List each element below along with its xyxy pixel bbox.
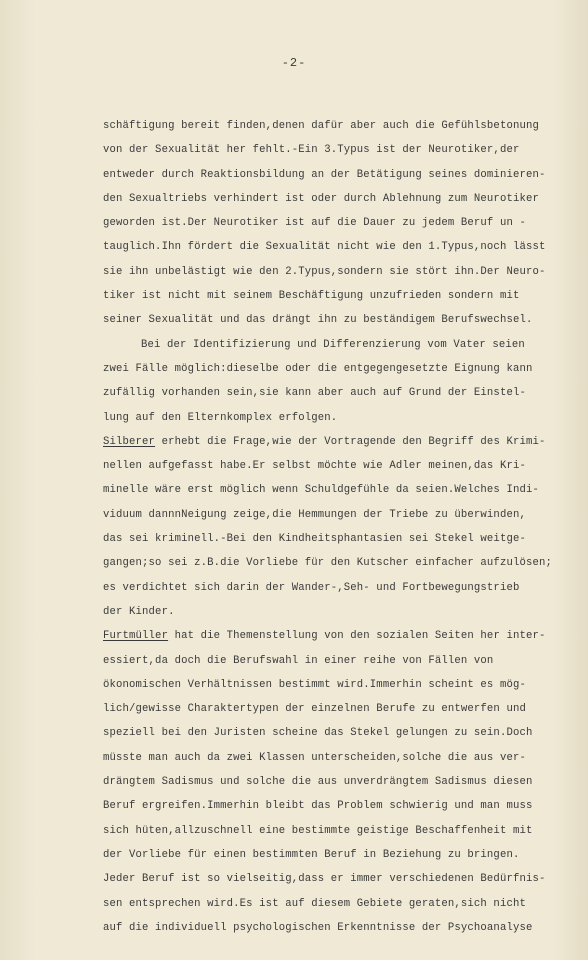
text-line xyxy=(103,721,584,745)
text-line xyxy=(103,430,584,454)
line-text: geworden ist.Der Neurotiker ist auf die Dauer zu jedem Beruf un - xyxy=(103,217,526,230)
line-text: auf die individuell psychologischen Erkenntnisse der Psychoanalyse xyxy=(103,921,533,934)
line-text: sen entsprechen wird.Es ist auf diesem Gebiete geraten,sich nicht xyxy=(103,897,526,910)
line-text: das sei kriminell.-Bei den Kindheitsphantasien sei Stekel weitge- xyxy=(103,533,526,546)
text-line xyxy=(103,138,584,162)
text-line xyxy=(103,211,584,235)
line-text: viduum dannnNeigung zeige,die Hemmungen der Triebe zu überwinden, xyxy=(103,508,526,521)
line-text: zufällig vorhanden sein,sie kann aber auch auf Grund der Einstel- xyxy=(103,387,526,400)
text-line xyxy=(103,333,584,357)
text-line xyxy=(103,235,584,259)
text-line xyxy=(103,478,584,502)
line-text: müsste man auch da zwei Klassen unterscheiden,solche die aus ver- xyxy=(103,751,526,764)
text-line xyxy=(103,892,584,916)
line-text: sie ihn unbelästigt wie den 2.Typus,sondern sie stört ihn.Der Neuro- xyxy=(103,265,546,278)
line-text: Bei der Identifizierung und Differenzierung vom Vater seien xyxy=(141,338,525,351)
text-line xyxy=(103,794,584,818)
line-text: erhebt die Frage,wie der Vortragende den Begriff des Krimi- xyxy=(155,435,546,448)
text-line xyxy=(103,867,584,891)
text-line xyxy=(103,770,584,794)
line-text: zwei Fälle möglich:dieselbe oder die entgegengesetzte Eignung kann xyxy=(103,362,533,375)
text-line xyxy=(103,527,584,551)
text-line xyxy=(103,916,584,940)
line-text: hat die Themenstellung von den sozialen Seiten her inter- xyxy=(168,630,546,643)
text-line xyxy=(103,406,584,430)
text-line xyxy=(103,454,584,478)
body-text xyxy=(103,114,584,940)
text-line xyxy=(103,624,584,648)
text-line xyxy=(103,746,584,770)
text-line xyxy=(103,843,584,867)
text-line xyxy=(103,819,584,843)
speaker-name: Silberer xyxy=(103,435,156,448)
page-number: -2- xyxy=(281,56,307,70)
line-text: nellen aufgefasst habe.Er selbst möchte wie Adler meinen,das Kri- xyxy=(103,460,526,473)
line-text: sich hüten,allzuschnell eine bestimmte geistige Beschaffenheit mit xyxy=(103,824,533,837)
line-text: von der Sexualität her fehlt.-Ein 3.Typus ist der Neurotiker,der xyxy=(103,144,520,157)
text-line xyxy=(103,357,584,381)
line-text: seiner Sexualität und das drängt ihn zu beständigem Berufswechsel. xyxy=(103,314,533,327)
line-text: tauglich.Ihn fördert die Sexualität nicht wie den 1.Typus,noch lässt xyxy=(103,241,546,254)
text-line xyxy=(103,576,584,600)
line-text: der Kinder. xyxy=(103,605,175,618)
line-text: lich/gewisse Charaktertypen der einzelnen Berufe zu entwerfen und xyxy=(103,703,526,716)
text-line xyxy=(103,284,584,308)
line-text: es verdichtet sich darin der Wander-,Seh- und Fortbewegungstrieb xyxy=(103,581,520,594)
line-text: Jeder Beruf ist so vielseitig,dass er immer verschiedenen Bedürfnis- xyxy=(103,873,546,886)
line-text: gangen;so sei z.B.die Vorliebe für den Kutscher einfacher aufzulösen; xyxy=(103,557,553,570)
text-line xyxy=(103,187,584,211)
text-line xyxy=(103,503,584,527)
line-text: drängtem Sadismus und solche die aus unverdrängtem Sadismus diesen xyxy=(103,776,533,789)
text-line xyxy=(103,697,584,721)
text-line xyxy=(103,673,584,697)
line-text: lung auf den Elternkomplex erfolgen. xyxy=(103,411,338,424)
text-line xyxy=(103,600,584,624)
line-text: Beruf ergreifen.Immerhin bleibt das Problem schwierig und man muss xyxy=(103,800,533,813)
text-line xyxy=(103,163,584,187)
text-line xyxy=(103,381,584,405)
line-text: speziell bei den Juristen scheine das Stekel gelungen zu sein.Doch xyxy=(103,727,533,740)
line-text: tiker ist nicht mit seinem Beschäftigung unzufrieden sondern mit xyxy=(103,290,520,303)
line-text: minelle wäre erst möglich wenn Schuldgefühle da seien.Welches Indi- xyxy=(103,484,539,497)
text-line xyxy=(103,649,584,673)
text-line xyxy=(103,551,584,575)
line-text: essiert,da doch die Berufswahl in einer reihe von Fällen von xyxy=(103,654,494,667)
text-line xyxy=(103,308,584,332)
line-text: schäftigung bereit finden,denen dafür aber auch die Gefühlsbetonung xyxy=(103,120,539,132)
line-text: entweder durch Reaktionsbildung an der Betätigung seines dominieren- xyxy=(103,168,546,181)
text-line xyxy=(103,114,584,138)
line-text: den Sexualtriebs verhindert ist oder durch Ablehnung zum Neurotiker xyxy=(103,192,539,205)
line-text: ökonomischen Verhältnissen bestimmt wird.Immerhin scheint es mög- xyxy=(103,678,526,691)
text-line xyxy=(103,260,584,284)
speaker-name: Furtmüller xyxy=(103,630,169,643)
line-text: der Vorliebe für einen bestimmten Beruf in Beziehung zu bringen. xyxy=(103,848,520,861)
